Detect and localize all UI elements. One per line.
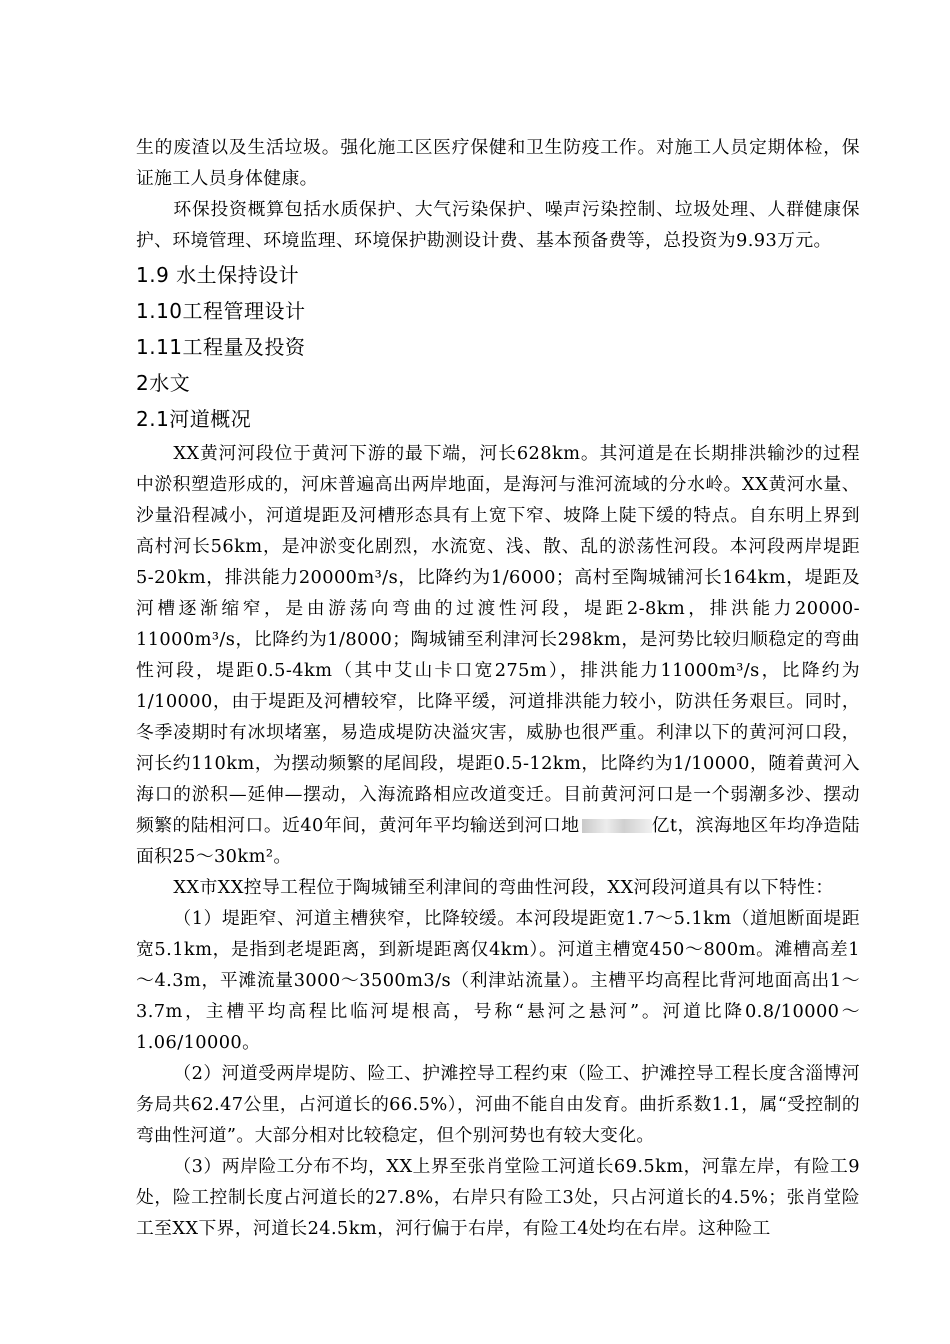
paragraph-feature-1: （1）堤距窄、河道主槽狭窄，比降较缓。本河段堤距宽1.7～5.1km（道旭断面堤距宽5.1km，是指到老堤距离，到新堤距离仅4km）。河道主槽宽450～800m。滩槽高差1～4.3m，平滩流量3000～3500m3/s（利津站流量）。主槽平均高程比背河地面高出1～3.7m，主槽平均高程比临河堤根高，号称“悬河之悬河”。河道比降0.8/10000～1.06/10000。 [136,908,860,1053]
paragraph-feature-2: （2）河道受两岸堤防、险工、护滩控导工程约束（险工、护滩控导工程长度含淄博河务局共62.47公里，占河道长的66.5%），河曲不能自由发育。曲折系数1.1，属“受控制的弯曲性河道”。大部分相对比较稳定，但个别河势也有较大变化。 [136,1063,860,1146]
river-overview-text: XX黄河河段位于黄河下游的最下端，河长628km。其河道是在长期排洪输沙的过程中淤积塑造形成的，河床普遍高出两岸地面，是海河与淮河流域的分水岭。XX黄河水量、沙量沿程减小，河道堤距及河槽形态具有上宽下窄、坡降上陡下缓的特点。自东明上界到高村河长56km，是冲淤变化剧烈，水流宽、浅、散、乱的淤荡性河段。本河段两岸堤距5-20km，排洪能力20000m³/s，比降约为1/6000；高村至陶城铺河长164km，堤距及河槽逐渐缩窄，是由游荡向弯曲的过渡性河段，堤距2-8km，排洪能力20000-11000m³/s，比降约为1/8000；陶城铺至利津河长298km，是河势比较归顺稳定的弯曲性河段，堤距0.5-4km（其中艾山卡口宽275m），排洪能力11000m³/s，比降约为1/10000，由于堤距及河槽较窄，比降平缓，河道排洪能力较小，防洪任务艰巨。同时，冬季凌期时有冰坝堵塞，易造成堤防决溢灾害，威胁也很严重。利津以下的黄河河口段，河长约110km，为摆动频繁的尾闾段，堤距0.5-12km，比降约为1/10000，随着黄河入海口的淤积—延伸—摆动，入海流路相应改道变迁。目前黄河河口是一个弱潮多沙、摆动频繁的陆相河口。近40年间，黄河年平均输送到河口地 [136,443,860,836]
heading-1-9: 1.9 水土保持设计 [136,263,300,287]
heading-2-1: 2.1河道概况 [136,407,252,431]
document-page [136,132,860,1244]
paragraph-project-location: XX市XX控导工程位于陶城铺至利津间的弯曲性河段，XX河段河道具有以下特性： [173,877,834,898]
heading-2: 2水文 [136,371,191,395]
paragraph-feature-3: （3）两岸险工分布不均，XX上界至张肖堂险工河道长69.5km，河靠左岸，有险工9处，险工控制长度占河道长的27.8%，右岸只有险工3处，只占河道长的4.5%；张肖堂险工至XX下界，河道长24.5km，河行偏于右岸，有险工4处均在右岸。这种险工 [136,1156,860,1239]
heading-1-10: 1.10工程管理设计 [136,299,306,323]
paragraph-river-overview [136,438,860,872]
river-overview-tail: 亿t，滨海地区年均净造陆面积25～30km²。 [136,815,860,867]
paragraph-sanitation: 生的废渣以及生活垃圾。强化施工区医疗保健和卫生防疫工作。对施工人员定期体检，保证施工人员身体健康。 [136,137,860,189]
heading-1-11: 1.11工程量及投资 [136,335,306,359]
paragraph-env-investment: 环保投资概算包括水质保护、大气污染保护、噪声污染控制、垃圾处理、人群健康保护、环境管理、环境监理、环境保护勘测设计费、基本预备费等，总投资为9.93万元。 [136,199,860,251]
scan-smudge [582,819,652,833]
